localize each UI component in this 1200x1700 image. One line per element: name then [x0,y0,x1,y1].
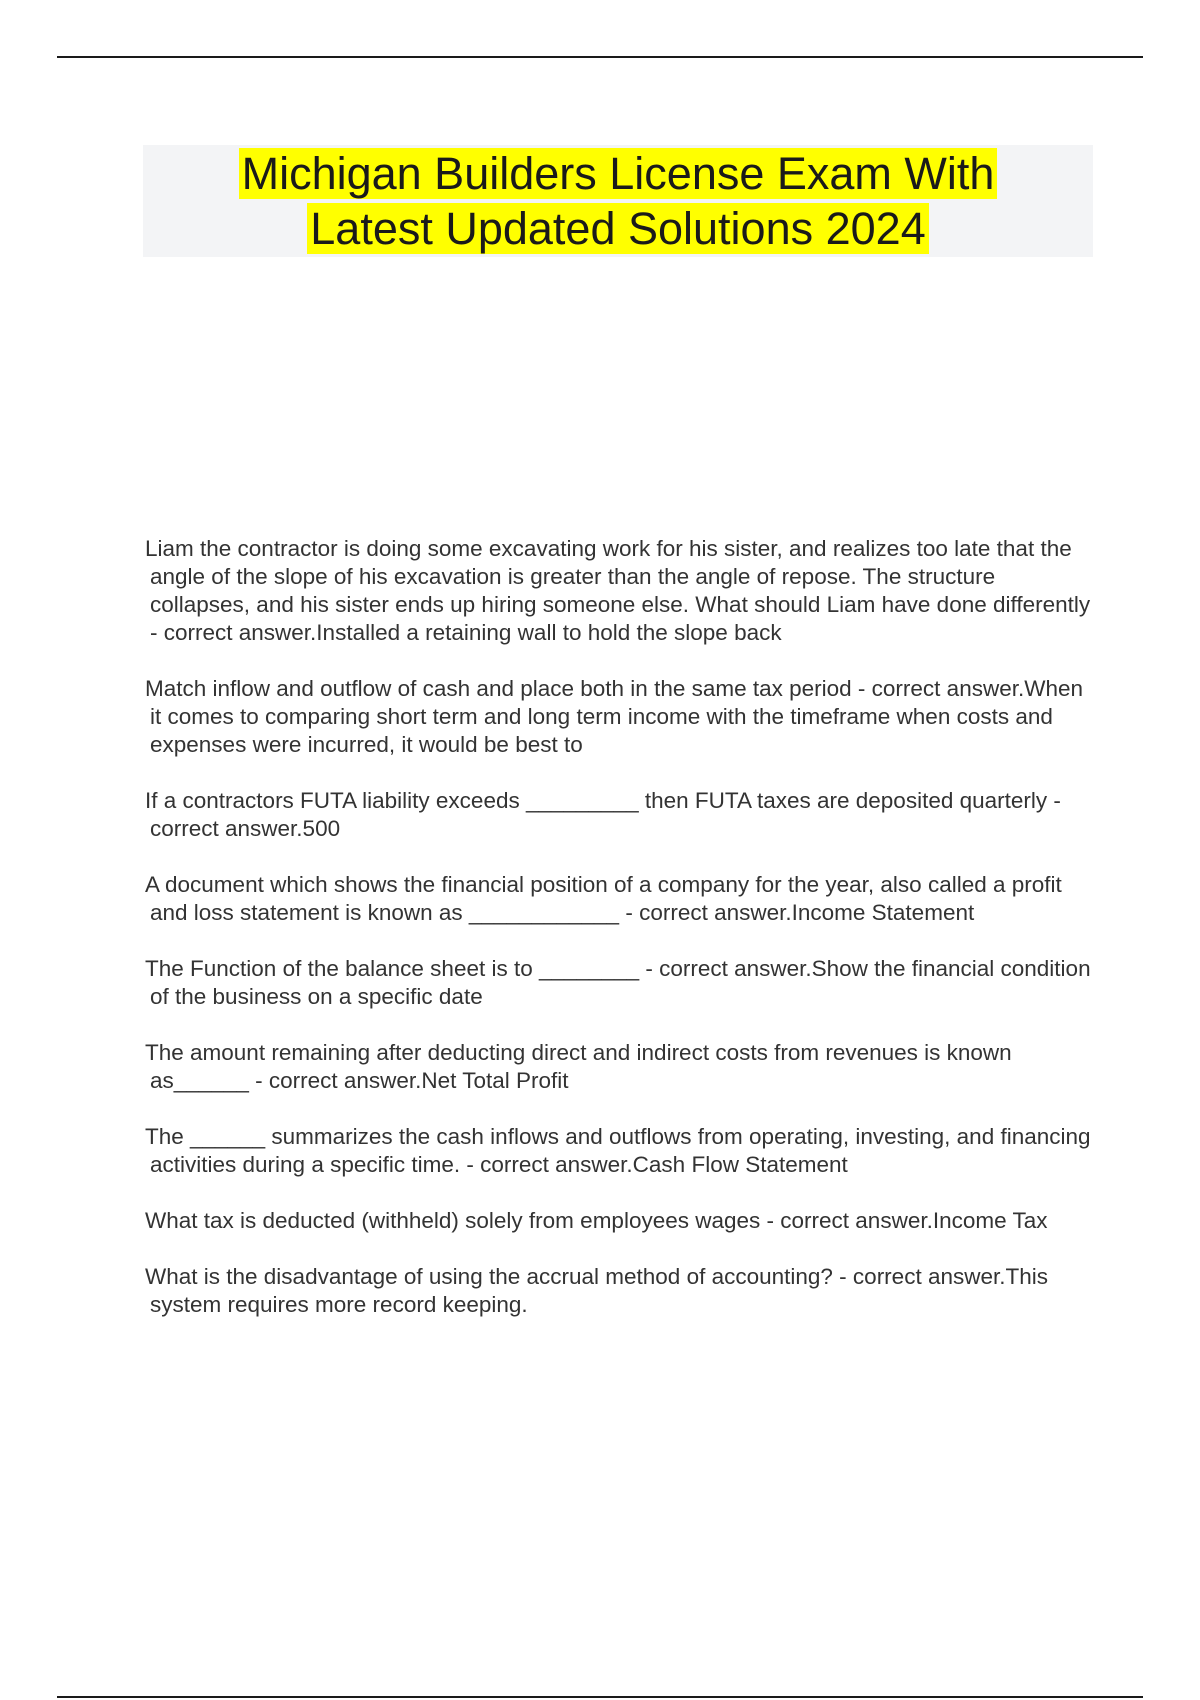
question-item: The amount remaining after deducting direct and indirect costs from revenues is known as______ - correct answer.Net Total Profit [145,1040,1012,1093]
document-title [239,146,998,256]
question-item: Liam the contractor is doing some excavating work for his sister, and realizes too late that the angle of the slope of his excavation is greater than the angle of repose. The structure collapses, and his sister ends up hiring someone else. What should Liam have done differently - correct answer.Installed a retaining wall to hold the slope back [145,536,1091,645]
question-item: The ______ summarizes the cash inflows and outflows from operating, investing, and financing activities during a specific time. - correct answer.Cash Flow Statement [145,1124,1091,1177]
question-item: What is the disadvantage of using the accrual method of accounting? - correct answer.This system requires more record keeping. [145,1264,1048,1317]
question-item: If a contractors FUTA liability exceeds _________ then FUTA taxes are deposited quarterly - correct answer.500 [145,788,1061,841]
question-item: What tax is deducted (withheld) solely from employees wages - correct answer.Income Tax [145,1208,1048,1233]
bottom-rule [57,1696,1143,1698]
title-line-1: Michigan Builders License Exam With [239,148,998,199]
question-item: A document which shows the financial position of a company for the year, also called a profit and loss statement is known as ____________ - correct answer.Income Statement [145,872,1062,925]
question-list [145,535,1095,1347]
question-item: The Function of the balance sheet is to ________ - correct answer.Show the financial condition of the business on a specific date [145,956,1091,1009]
title-line-2: Latest Updated Solutions 2024 [307,203,928,254]
question-item: Match inflow and outflow of cash and place both in the same tax period - correct answer.When it comes to comparing short term and long term income with the timeframe when costs and expenses were incurred, it would be best to [145,676,1084,757]
top-rule [57,56,1143,58]
title-banner [143,145,1093,257]
